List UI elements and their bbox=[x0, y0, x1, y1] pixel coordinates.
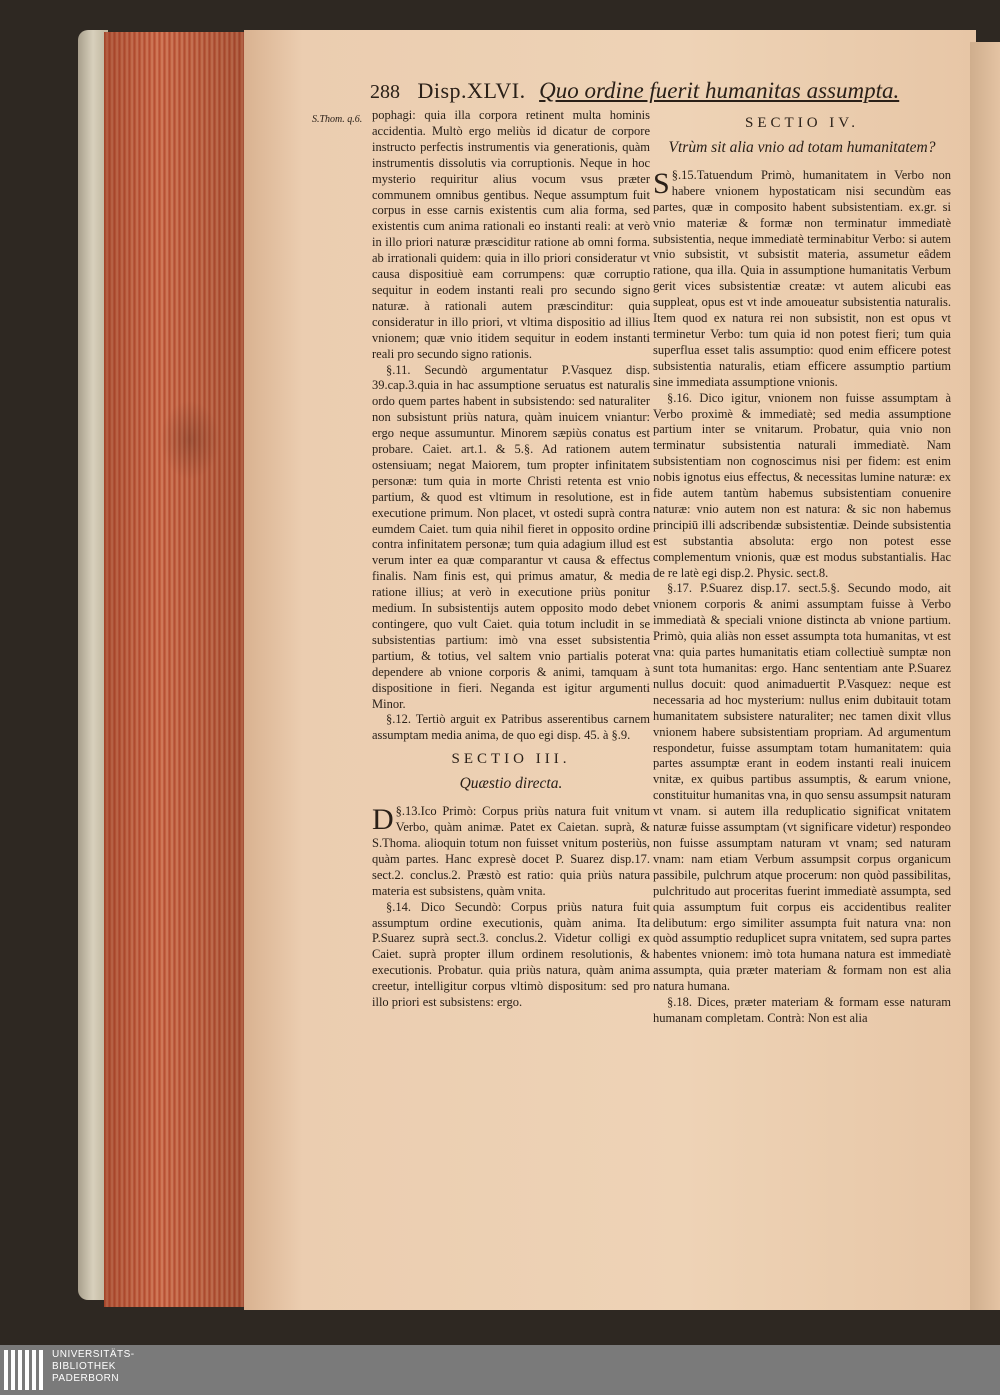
library-name-line: PADERBORN bbox=[52, 1373, 120, 1384]
page-stain bbox=[160, 400, 220, 480]
library-name bbox=[52, 1349, 135, 1385]
paragraph-number: §.15. bbox=[671, 167, 697, 182]
library-logo-icon bbox=[4, 1350, 43, 1390]
paragraph: §.17. P.Suarez disp.17. sect.5.§. Secundo modo, ait vnionem corporis & animi assumptam fuisse à Verbo immediatà & speciali vnione distincta ab vnione partium. Primò, quia aliàs non esset assumpta tota humanitas, vt est vna: quia partes humanitatis etiam collectiuè sumptæ non sunt tota humanitas: ergo. Hanc sententiam ante P.Suarez nullus docuit: quod animaduertit P.Vasquez: neque est necessaria ad hoc mysterium: nullus enim dubitauit totam humanitatem subsistere naturaliter; nec tamen dixit vllus vnionem habere subsistentiam propriam. Ad argumentum respondetur, fuisse assumptam totam humanitatem: quia partes assumptæ erant in eodem instanti reali inuicem vnitæ, ex quibus partibus assumptis, & earum vnione, constituitur humanitas vna, in quo sensu assumpsit naturam vt vnam. si autem illa reduplicatio significat vnitatem naturæ fuisse assumptam (vt significare videtur) respondeo non fuisse assumptam naturam vt vnam; sed naturam vnam: nam etiam Verbum assumpsit corpus organicum passibile, pulchrum atque procerum: non quòd passibilitas, pulchritudo aut proceritas fuerint immediatè assumpta, sed quia assumptum fuit corpus eis accidentibus realiter delibutum: ergo similiter assumpta fuit natura vna: non quòd assumptio reduplicet supra vnitatem, sed supra partes habentes vnionem: imò tota humana natura est immediatè assumpta, quia præter materiam & formam non est alia natura humana. bbox=[653, 581, 951, 994]
paragraph: §.11. Secundò argumentatur P.Vasquez disp. 39.cap.3.quia in hac assumptione seruatus est naturalis ordo quem partes habent in subsistendo: sed naturaliter non subsistunt priùs natura, quàm inuicem vniantur: ergo neque assumuntur. Minorem sæpiùs conatus est probare. Caiet. art.1. & 5.§. Ad rationem autem ostensiuam; negat Maiorem, tum propter infinitatem personæ: tum quia in morte Christi retenta est vnio partium, & quod est vltimum in resolutione, est in executione primum. Non placet, vt ostedi suprà contra eumdem Caiet. tum quia nihil fieret in opposito ordine contra infinitatem personæ; tum quia adagium illud est verum inter ea quæ comparantur vt causa & effectus finalis. Nam finis est, qui primus amatur, & media ratione illius; at verò in executione priùs ponitur medium. In subsistentijs autem opposito modo debet contingere, quo vult Caiet. quia totum includit in se subsistentias partium: imò vna esset subsistentia partium, & totius, vel saltem vnio partialis poterat dependere ab vnione corporis & animi, tamquam à dispositione in fieri. Neganda est igitur argumenti Minor. bbox=[372, 362, 650, 711]
paragraph-number: §.13. bbox=[395, 804, 421, 819]
drop-capital: S bbox=[653, 166, 670, 200]
page-edges-shade bbox=[104, 32, 244, 1307]
paragraph: §.18. Dices, præter materiam & formam esse naturam humanam completam. Contrà: Non est alia bbox=[653, 995, 951, 1025]
running-title: Quo ordine fuerit humanitas assumpta. bbox=[539, 78, 900, 103]
section-subtitle: Quæstio directa. bbox=[459, 775, 563, 793]
disputation-label: Disp.XLVI. bbox=[417, 78, 526, 103]
margin-note: S.Thom. q.6. bbox=[312, 114, 363, 125]
paragraph bbox=[372, 804, 650, 899]
library-footer-bar bbox=[0, 1345, 1000, 1395]
running-header bbox=[370, 78, 899, 104]
drop-capital: D bbox=[372, 803, 394, 837]
paragraph-text: Tatuendum Primò, humanitatem in Verbo non habere vnionem hypostaticam nisi secundùm eas partes, quæ in composito habent subsistentiam. ex.gr. si vnio materiæ & formæ non terminatur immediatè subsistentia, neque immediatè terminabitur Verbo: si autem vnio subsistit, vt subsistit materia, assumetur eâdem ratione, qua illa. Quia in assumptione humanitatis Verbum gerit vices subsistentiæ creatæ: vt autem alicubi eas suppleat, opus est vt inde amoueatur subsistentia naturalis. Item quod ex natura rei non subsistit, non est opus vt terminetur Verbo: tum quia id non potest fieri; tum quia superflua esset talis assumptio: quod enim efficere potest subsistentia naturalis, etiam efficere assumptio partium sine immediata assumptione vnionis. bbox=[653, 167, 951, 389]
library-name-line: BIBLIOTHEK bbox=[52, 1361, 116, 1372]
section-heading: SECTIO III. bbox=[451, 751, 571, 768]
paragraph: §.14. Dico Secundò: Corpus priùs natura fuit assumptum ordine executionis, quàm anima. Ita P.Suarez suprà sect.3. conclus.2. Videtur colligi ex Caiet. suprà propter illum ordinem resolutionis, & executionis. Probatur. quia priùs natura, quàm anima creetur, intelligitur corpus vltimò dispositum: sed pro illo priori est subsistens: ergo. bbox=[372, 899, 650, 1010]
paragraph: §.12. Tertiò arguit ex Patribus asserentibus carnem assumptam media anima, de quo egi disp. 45. à §.9. bbox=[372, 712, 650, 743]
library-name-line: UNIVERSITÄTS- bbox=[52, 1349, 135, 1360]
page-number: 288 bbox=[370, 81, 400, 103]
right-column bbox=[653, 108, 951, 1027]
section-heading: SECTIO IV. bbox=[745, 115, 859, 131]
paragraph-text: Ico Primò: Corpus priùs natura fuit vnitum Verbo, quàm animæ. Patet ex Caietan. suprà, & S.Thoma. alioquin totum non fuisset vnitum posteriùs, quàm partes. Hanc expresè docet P. Suarez disp.17. sect.2. conclus.2. Præstò est ratio: quia priùs natura materia est subsistens, quàm vnita. bbox=[372, 804, 650, 898]
section-subtitle: Vtrùm sit alia vnio ad totam humanitatem? bbox=[668, 138, 936, 156]
paragraph: §.16. Dico igitur, vnionem non fuisse assumptam à Verbo proximè & immediatè; sed media assumptione partium inter se vnitarum. Probatur, quia vnio non terminatur subsistentia naturali immediatè. Nam subsistentiam non cognoscimus nisi per fidem: est enim nobis ignotus eius effectus, & necessitas lumine naturæ: ex fide autem tantùm habemus subsistentiam conuenire naturæ: vnio autem non est natura: & sic non habemus principiū illi adscribendæ subsistentiæ. Deinde subsistentia est substantia absoluta: ergo non potest esse complementum vnionis, quæ est modus substantialis. Hac de re latè egi disp.2. Physic. sect.8. bbox=[653, 390, 951, 580]
paragraph: pophagi: quia illa corpora retinent multa hominis accidentia. Multò ergo meliùs id dicatur de corpore instructo perfectis instrumentis via generationis, quàm instrumentis dissolutis via corruptionis. Neque in hoc mysterio requiritur alius vocum vsus præter communem omnibus gentibus. Neque assumptum fuit corpus in esse carnis existentis cum alia forma, sed existentis cum anima rationali eo instanti reali: at verò in illo priori naturæ præsciditur ratione ab omni forma. ab irrationali quidem: quia in illo priori consideratur vt causa dispositiuè eam corrumpens: quæ corruptio sequitur in eodem instanti reali pro secundo signo naturæ. à rationali autem præscinditur: quia consideratur in illo priori, vt vltima dispositio ad illius vnionem; quæ vnio itidem sequitur in eodem instanti reali pro secundo signo rationis. bbox=[372, 108, 650, 361]
left-column bbox=[372, 108, 650, 1011]
facing-page-edge bbox=[970, 42, 1000, 1310]
paragraph bbox=[653, 168, 951, 391]
